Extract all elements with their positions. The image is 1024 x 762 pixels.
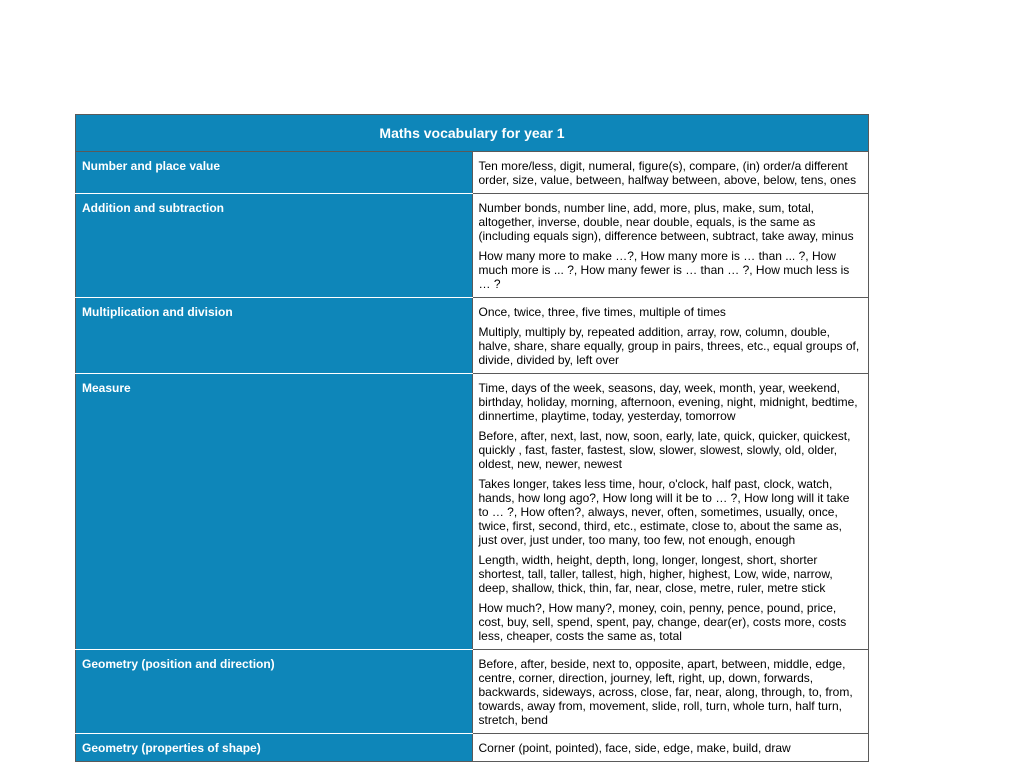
table-row: [76, 194, 869, 298]
topic-addition-and-subtraction: Addition and subtraction: [76, 194, 473, 298]
table-row: [76, 374, 869, 650]
vocabulary-cell: [472, 374, 869, 650]
vocabulary-table: [75, 114, 869, 762]
vocabulary-paragraph: How many more to make …?, How many more is … than ... ?, How much more is ... ?, How many fewer is … than … ?, How much less is … ?: [478, 249, 850, 291]
vocabulary-cell: [472, 734, 869, 762]
vocabulary-paragraph: How much?, How many?, money, coin, penny, pence, pound, price, cost, buy, sell, spend, spent, pay, change, dear(er), costs more, costs less, cheaper, costs the same as, total: [478, 601, 847, 643]
title-row: [76, 115, 869, 152]
table-row: [76, 152, 869, 194]
vocabulary-paragraph: Multiply, multiply by, repeated addition, array, row, column, double, halve, share, share equally, group in pairs, threes, etc., equal groups of, divide, divided by, left over: [478, 325, 860, 367]
vocabulary-paragraph: Before, after, next, last, now, soon, early, late, quick, quicker, quickest, quickly , fast, faster, fastest, slow, slower, slowest, slowly, old, older, oldest, new, newer, newest: [478, 429, 851, 471]
table-row: [76, 298, 869, 374]
vocabulary-cell: [472, 650, 869, 734]
table-row: [76, 734, 869, 762]
topic-geometry-properties-of-shape: Geometry (properties of shape): [76, 734, 473, 762]
table-row: [76, 650, 869, 734]
vocabulary-paragraph: Ten more/less, digit, numeral, figure(s), compare, (in) order/a different order, size, value, between, halfway between, above, below, tens, ones: [478, 159, 857, 187]
vocabulary-paragraph: Once, twice, three, five times, multiple of times: [478, 305, 726, 319]
topic-measure: Measure: [76, 374, 473, 650]
vocabulary-paragraph: Takes longer, takes less time, hour, o'clock, half past, clock, watch, hands, how long ago?, How long will it be to … ?, How long will it take to … ?, How often?, always, never, often, sometimes, usually, once, twice, first, second, third, etc., estimate, close to, about the same as, just over, just under, too many, too few, not enough, enough: [478, 477, 850, 547]
topic-multiplication-and-division: Multiplication and division: [76, 298, 473, 374]
topic-number-and-place-value: Number and place value: [76, 152, 473, 194]
vocabulary-paragraph: Length, width, height, depth, long, longer, longest, short, shorter shortest, tall, taller, tallest, high, higher, highest, Low, wide, narrow, deep, shallow, thick, thin, far, near, close, metre, ruler, metre stick: [478, 553, 833, 595]
topic-geometry-position-and-direction: Geometry (position and direction): [76, 650, 473, 734]
vocabulary-paragraph: Number bonds, number line, add, more, plus, make, sum, total, altogether, inverse, double, near double, equals, is the same as (including equals sign), difference between, subtract, take away, minus: [478, 201, 854, 243]
vocabulary-paragraph: Before, after, beside, next to, opposite, apart, between, middle, edge, centre, corner, direction, journey, left, right, up, down, forwards, backwards, sideways, across, close, far, near, along, through, to, from, towards, away from, movement, slide, roll, turn, whole turn, half turn, stretch, bend: [478, 657, 853, 727]
vocabulary-paragraph: Corner (point, pointed), face, side, edge, make, build, draw: [478, 741, 791, 755]
vocabulary-cell: [472, 194, 869, 298]
vocabulary-paragraph: Time, days of the week, seasons, day, week, month, year, weekend, birthday, holiday, morning, afternoon, evening, night, midnight, bedtime, dinnertime, playtime, today, yesterday, tomorrow: [478, 381, 858, 423]
table-title: Maths vocabulary for year 1: [76, 115, 869, 152]
vocabulary-cell: [472, 298, 869, 374]
vocabulary-cell: [472, 152, 869, 194]
